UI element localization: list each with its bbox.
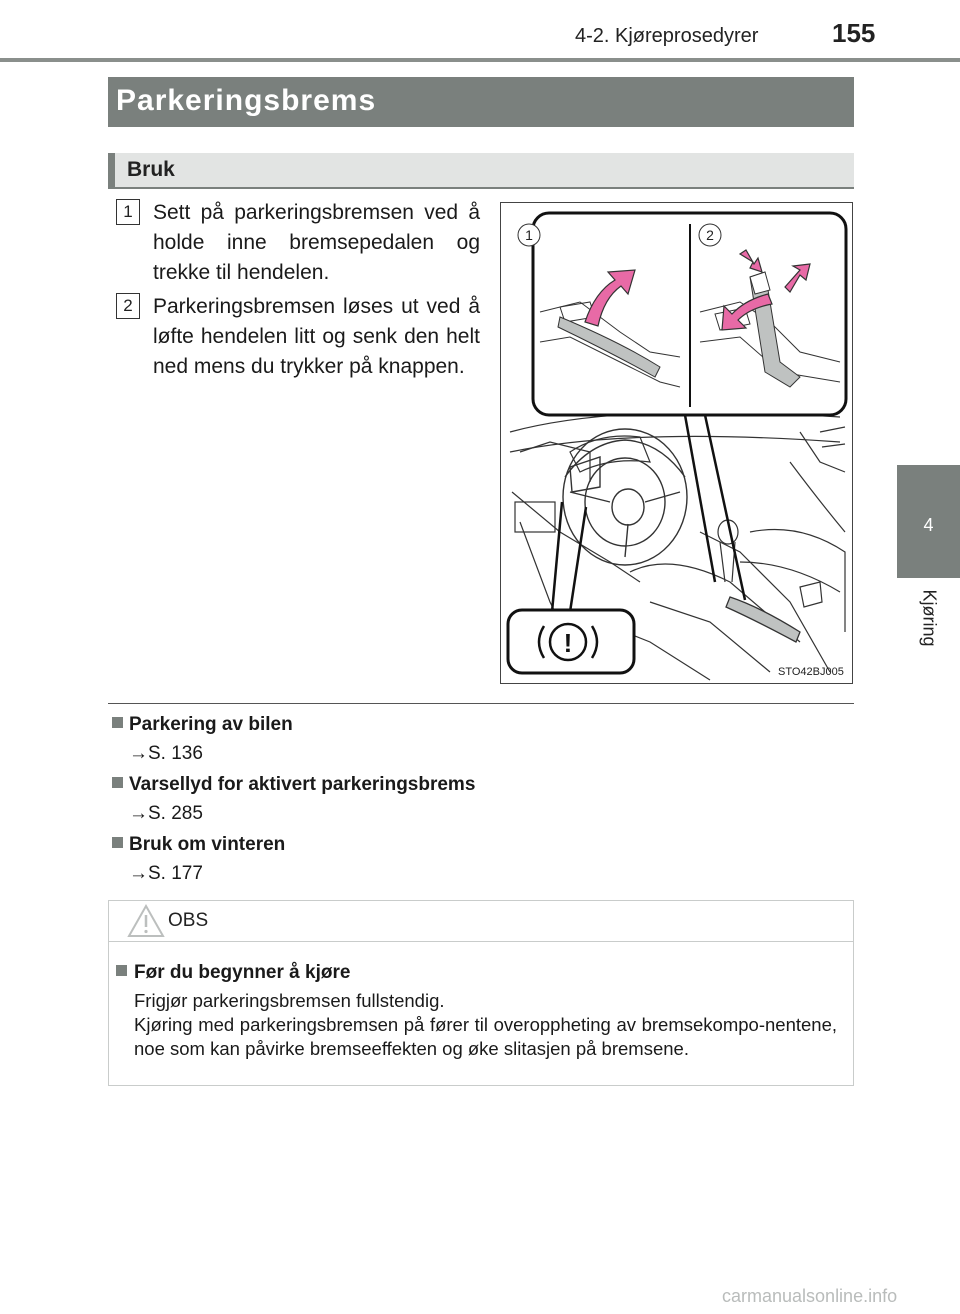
square-bullet-icon: [112, 777, 123, 788]
detail-panel: [533, 213, 846, 415]
obs-header-divider: [108, 941, 854, 942]
square-bullet-icon: [116, 965, 127, 976]
chapter-title: Kjøring: [919, 589, 940, 647]
header-rule: [0, 58, 960, 62]
info-heading-warning-sound: Varsellyd for aktivert parkeringsbrems: [112, 774, 475, 796]
parking-brake-illustration: [500, 202, 853, 684]
subsection-marker: [108, 153, 115, 189]
header-section-title: 4-2. Kjøreprosedyrer: [575, 25, 759, 47]
warning-symbol: !: [563, 628, 573, 658]
obs-line-1: Frigjør parkeringsbremsen fullstendig.: [134, 990, 445, 1011]
subsection-title: Bruk: [127, 158, 175, 181]
square-bullet-icon: [112, 837, 123, 848]
figure-code: STO42BJ005: [778, 666, 844, 678]
info-heading-winter: Bruk om vinteren: [112, 834, 285, 856]
callout-1: 1: [525, 227, 533, 243]
watermark: carmanualsonline.info: [722, 1286, 898, 1306]
step-2-text: Parkeringsbremsen løses ut ved å løfte hendelen litt og senk den helt ned mens du trykker på knappen.: [153, 295, 480, 378]
section-divider: [108, 703, 854, 704]
page-title: Parkeringsbrems: [116, 84, 377, 117]
subsection-bar: [108, 153, 854, 189]
obs-body: [134, 989, 837, 1061]
info-ref-winter[interactable]: →S. 177: [129, 863, 203, 884]
info-heading-parking: Parkering av bilen: [112, 714, 293, 736]
info-ref-warning-sound[interactable]: →S. 285: [129, 803, 203, 824]
caution-triangle-icon: [126, 903, 166, 939]
obs-line-2: Kjøring med parkeringsbremsen på fører til overoppheting av bremsekompo-nentene, noe som kan påvirke bremseeffekten og øke slitasjen på bremsene.: [134, 1014, 837, 1059]
square-bullet-icon: [112, 717, 123, 728]
step-1-number: 1: [116, 199, 140, 225]
step-2-number: 2: [116, 293, 140, 319]
obs-label: OBS: [168, 910, 209, 931]
chapter-number: 4: [923, 515, 934, 535]
callout-2: 2: [706, 227, 714, 243]
step-1-text: Sett på parkeringsbremsen ved å holde inne bremsepedalen og trekke til hendelen.: [153, 201, 480, 284]
page-number: 155: [832, 18, 876, 48]
obs-heading: Før du begynner å kjøre: [116, 962, 350, 984]
info-ref-parking[interactable]: →S. 136: [129, 743, 203, 764]
chapter-label: [918, 590, 940, 660]
